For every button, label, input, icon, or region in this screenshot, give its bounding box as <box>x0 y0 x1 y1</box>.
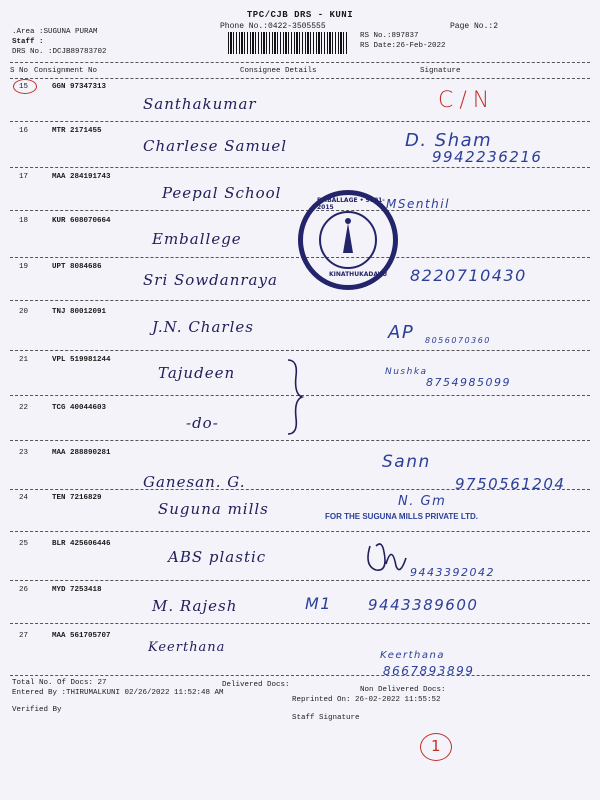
row-consignment: KUR 608070664 <box>52 217 111 225</box>
sheet-title: TPC/CJB DRS - KUNI <box>246 10 354 20</box>
row-phone: 9942236216 <box>432 148 543 166</box>
page-number: Page No.:2 <box>450 22 499 31</box>
row-consignment: TNJ 80012091 <box>52 308 107 316</box>
row-consignee: J.N. Charles <box>152 318 254 336</box>
staff-label: Staff : <box>12 38 44 46</box>
staff-signature: Staff Signature <box>292 714 360 722</box>
row-sno: 15 <box>19 83 29 91</box>
row-consignee: Suguna mills <box>158 500 269 518</box>
col-sno: S No <box>10 67 29 75</box>
row-consignment: MAA 288890281 <box>52 449 111 457</box>
row-consignment: UPT 8084686 <box>52 263 102 271</box>
reprinted-on: Reprinted On: 26-02-2022 11:55:52 <box>292 696 441 704</box>
col-consignee: Consignee Details <box>240 67 317 75</box>
row-sno: 23 <box>19 449 29 457</box>
row-consignee: Emballege <box>152 230 242 248</box>
row-consignee: Santhakumar <box>143 95 257 113</box>
row-consignment: MAA 561705707 <box>52 632 111 640</box>
delivered-docs: Delivered Docs: <box>222 681 290 689</box>
row-phone: 9443389600 <box>368 596 479 614</box>
row-sno: 24 <box>19 494 29 502</box>
row-consignee: -do- <box>186 414 219 432</box>
row-sno: 25 <box>19 540 29 548</box>
row-phone: 8056070360 <box>425 336 491 345</box>
row-sno: 21 <box>19 356 29 364</box>
row-rule <box>10 580 590 581</box>
row-consignment: TCG 40044603 <box>52 404 107 412</box>
row-rule <box>10 531 590 532</box>
col-consignment: Consignment No <box>34 67 98 75</box>
row-consignee: M. Rajesh <box>152 597 238 615</box>
row-rule <box>10 210 590 211</box>
row-signature: Sann <box>382 452 431 472</box>
row-sno: 19 <box>19 263 29 271</box>
verified-by: Verified By <box>12 706 62 714</box>
row-phone: 9443392042 <box>410 566 495 579</box>
phone-number: Phone No.:0422-3505555 <box>220 22 326 31</box>
company-rubber-stamp: FOR THE SUGUNA MILLS PRIVATE LTD. <box>325 512 479 521</box>
row-rule <box>10 121 590 122</box>
entered-by: Entered By :THIRUMALKUNI 02/26/2022 11:52:48 AM <box>12 689 224 697</box>
stamp-bottom-text: KINATHUKADAVU <box>329 271 388 278</box>
row-rule <box>10 257 590 258</box>
row-sno: 27 <box>19 632 29 640</box>
row-signature: D. Sham <box>405 130 493 151</box>
row-sno: 16 <box>19 127 29 135</box>
row-consignee: Tajudeen <box>158 364 236 382</box>
non-delivered-docs: Non Delivered Docs: <box>360 686 446 694</box>
row-sno: 20 <box>19 308 29 316</box>
row-rule <box>10 489 590 490</box>
rs-number: RS No.:897837 <box>360 32 419 40</box>
row-consignment: TEN 7216829 <box>52 494 102 502</box>
row-rule <box>10 167 590 168</box>
row-rule <box>10 675 590 676</box>
row-consignment: MTR 2171455 <box>52 127 102 135</box>
rs-date: RS Date:26-Feb-2022 <box>360 42 446 50</box>
row-signature: Nushka <box>385 367 428 377</box>
row-consignment: MAA 284191743 <box>52 173 111 181</box>
row-consignment: VPL 519981244 <box>52 356 111 364</box>
company-stamp <box>298 190 398 290</box>
row-phone: 8754985099 <box>426 376 511 389</box>
row-rule <box>10 623 590 624</box>
circled-page-number: 1 <box>431 737 441 755</box>
stamp-top-text: EMBALLAGE • 9001-2015 <box>317 197 385 211</box>
row-rule <box>10 440 590 441</box>
row-signature-scribble <box>362 536 410 580</box>
row-signature: Keerthana <box>380 650 445 661</box>
row-consignment: BLR 425606446 <box>52 540 111 548</box>
row-consignee: Sri Sowdanraya <box>143 271 278 289</box>
column-rule <box>10 78 590 79</box>
row-rule <box>10 300 590 301</box>
barcode <box>228 32 348 54</box>
col-signature: Signature <box>420 67 461 75</box>
row-rule <box>10 350 590 351</box>
row-sno: 22 <box>19 404 29 412</box>
header-rule <box>10 62 590 63</box>
row-signature: C/N <box>438 88 496 113</box>
total-docs: Total No. Of Docs: 27 <box>12 679 107 687</box>
brace-mark <box>284 358 306 436</box>
row-consignment: MYD 7253418 <box>52 586 102 594</box>
row-consignee: Charlese Samuel <box>143 137 288 155</box>
drs-number: DRS No. :DCJB89783702 <box>12 48 107 56</box>
row-consignment: GGN 97347313 <box>52 83 107 91</box>
area-label: .Area :SUGUNA PURAM <box>12 28 98 36</box>
row-phone: 9750561204 <box>455 475 566 493</box>
row-consignee: Peepal School <box>162 184 282 202</box>
row-signature: M1 <box>305 594 332 613</box>
row-consignee: Ganesan. G. <box>143 473 246 491</box>
row-phone: 8220710430 <box>410 266 527 285</box>
row-sno: 26 <box>19 586 29 594</box>
row-consignee: Keerthana <box>148 640 226 655</box>
row-signature: N. Gm <box>398 494 447 509</box>
row-consignee: ABS plastic <box>168 548 267 566</box>
row-signature: MSenthil <box>386 197 450 211</box>
row-signature: AP <box>388 322 415 343</box>
row-sno: 17 <box>19 173 29 181</box>
row-phone: 8667893899 <box>383 664 475 678</box>
row-sno: 18 <box>19 217 29 225</box>
